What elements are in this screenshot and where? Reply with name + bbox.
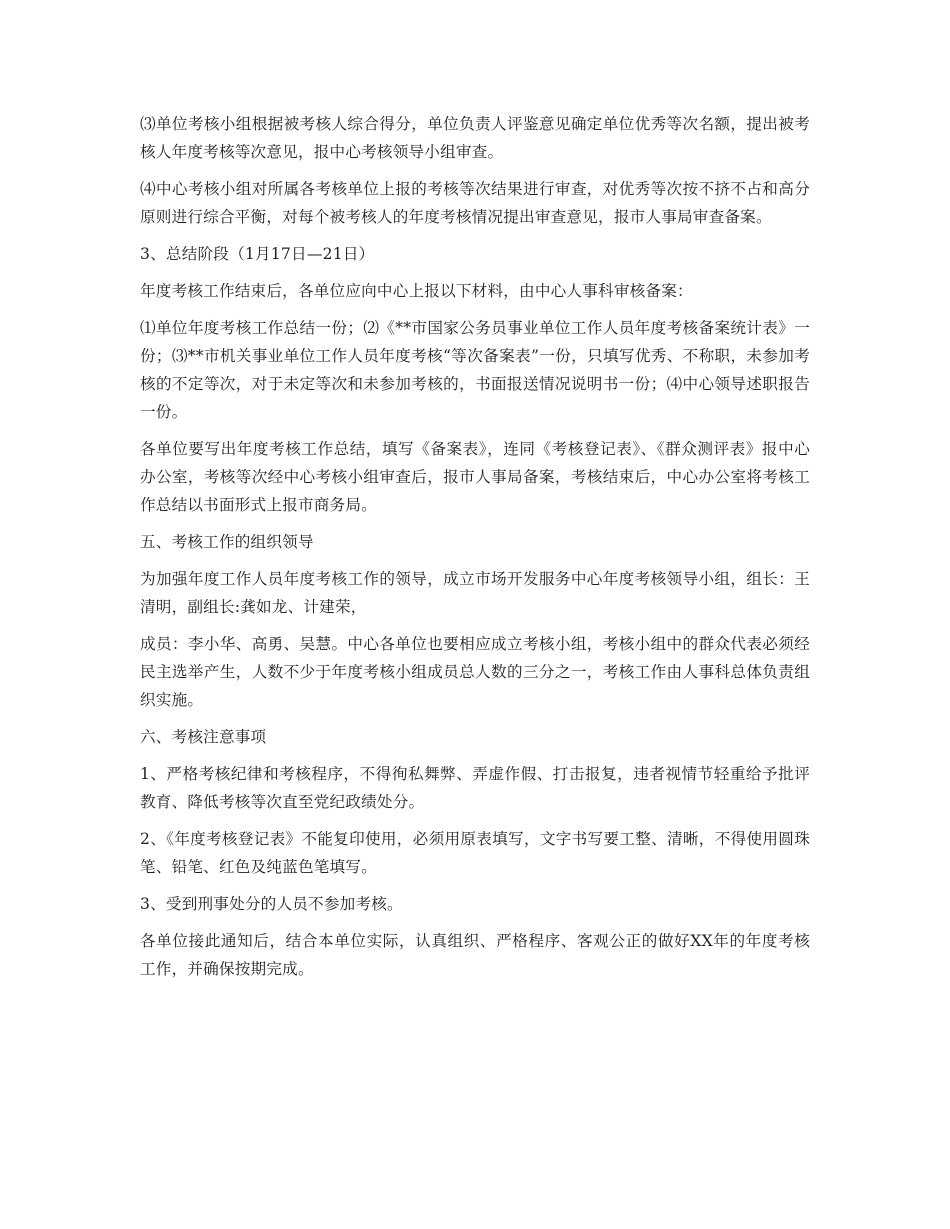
- paragraph-materials-list: ⑴单位年度考核工作总结一份；⑵《**市国家公务员事业单位工作人员年度考核备案统计表》一份；⑶**市机关事业单位工作人员年度考核“等次备案表”一份，只填写优秀、不称职，未参加考核的不定等次，对于未定等次和未参加考核的，书面报送情况说明书一份；⑷中心领导述职报告一份。: [140, 319, 810, 421]
- paragraph-leadership-group: 为加强年度工作人员年度考核工作的领导，成立市场开发服务中心年度考核领导小组，组长：王清明，副组长:龚如龙、计建荣，: [140, 570, 810, 616]
- paragraph-note-3: 3、受到刑事处分的人员不参加考核。: [140, 895, 403, 913]
- paragraph-materials-intro: 年度考核工作结束后，各单位应向中心上报以下材料，由中心人事科审核备案：: [140, 282, 693, 300]
- paragraph-members: 成员：李小华、高勇、吴慧。中心各单位也要相应成立考核小组，考核小组中的群众代表必须经民主选举产生，人数不少于年度考核小组成员总人数的三分之一，考核工作由人事科总体负责组织实施。: [140, 635, 810, 709]
- paragraph-summary-submission: 各单位要写出年度考核工作总结，填写《备案表》，连同《考核登记表》、《群众测评表》报中心办公室，考核等次经中心考核小组审查后，报市人事局备案，考核结束后，中心办公室将考核工作总结以书面形式上报市商务局。: [140, 440, 810, 514]
- section-heading-summary-stage: 3、总结阶段（1月17日—21日）: [140, 245, 375, 263]
- paragraph-closing: 各单位接此通知后，结合本单位实际，认真组织、严格程序、客观公正的做好XX年的年度考核工作，并确保按期完成。: [140, 932, 810, 978]
- paragraph-item-3-review: ⑶单位考核小组根据被考核人综合得分，单位负责人评鉴意见确定单位优秀等次名额，提出被考核人年度考核等次意见，报中心考核领导小组审查。: [140, 115, 810, 161]
- paragraph-note-1: 1、严格考核纪律和考核程序，不得徇私舞弊、弄虚作假、打击报复，违者视情节轻重给予批评教育、降低考核等次直至党纪政绩处分。: [140, 765, 810, 811]
- document-body: [140, 110, 810, 992]
- paragraph-note-2: 2、《年度考核登记表》不能复印使用，必须用原表填写，文字书写要工整、清晰，不得使用圆珠笔、铅笔、红色及纯蓝色笔填写。: [140, 830, 810, 876]
- section-heading-organization: 五、考核工作的组织领导: [140, 533, 314, 551]
- paragraph-item-4-center-review: ⑷中心考核小组对所属各考核单位上报的考核等次结果进行审查，对优秀等次按不挤不占和高分原则进行综合平衡，对每个被考核人的年度考核情况提出审查意见，报市人事局审查备案。: [140, 180, 810, 226]
- section-heading-notes: 六、考核注意事项: [140, 728, 267, 746]
